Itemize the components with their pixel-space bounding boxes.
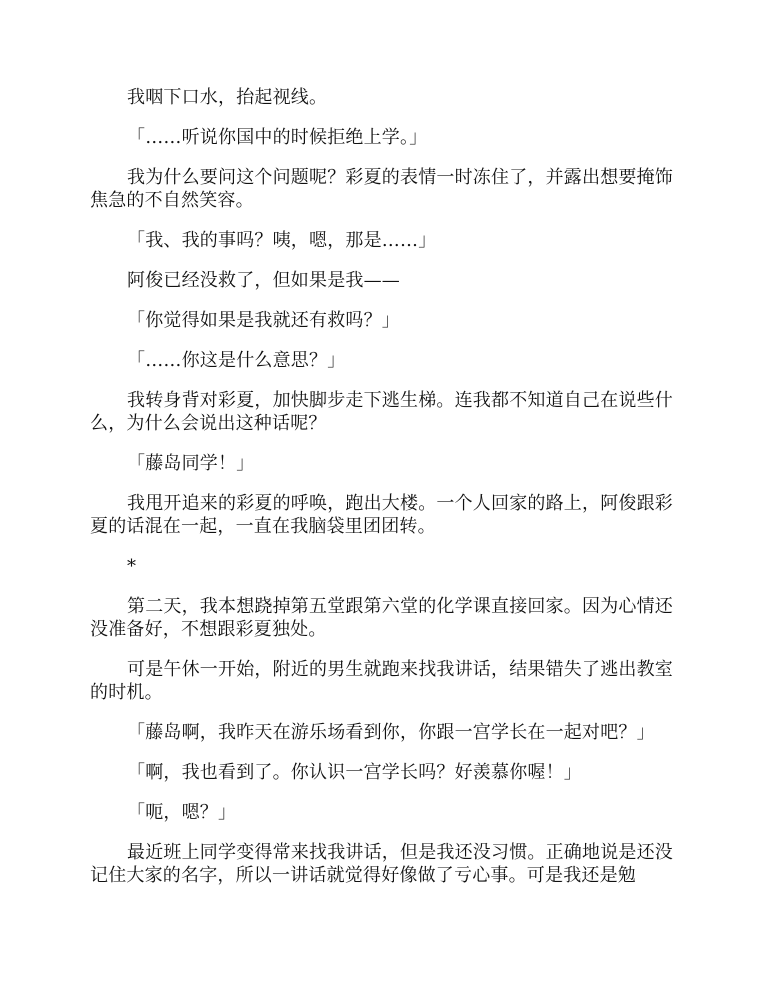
scene-break: * (127, 556, 137, 577)
paragraph: 阿俊已经没救了，但如果是我—— (127, 270, 400, 291)
paragraph: 「……你这是什么意思？」 (127, 350, 346, 371)
paragraph: 我甩开追来的彩夏的呼唤，跑出大楼。一个人回家的路上，阿俊跟彩夏的话混在一起，一直在我脑袋里团团转。 (90, 493, 673, 537)
paragraph: 「呃，嗯？」 (127, 802, 237, 823)
paragraph: 「藤岛啊，我昨天在游乐场看到你，你跟一宫学长在一起对吧？」 (127, 722, 655, 743)
paragraph: 「啊，我也看到了。你认识一宫学长吗？好羡慕你喔！」 (127, 762, 582, 783)
paragraph: 「你觉得如果是我就还有救吗？」 (127, 310, 400, 331)
paragraph: 「……听说你国中的时候拒绝上学。」 (127, 127, 428, 148)
document-page (90, 86, 680, 904)
paragraph: 我咽下口水，抬起视线。 (127, 87, 328, 108)
paragraph: 最近班上同学变得常来找我讲话，但是我还没习惯。正确地说是还没记住大家的名字，所以一讲话就觉得好像做了亏心事。可是我还是勉 (90, 842, 673, 886)
paragraph: 可是午休一开始，附近的男生就跑来找我讲话，结果错失了逃出教室的时机。 (90, 659, 673, 703)
paragraph: 我转身背对彩夏，加快脚步走下逃生梯。连我都不知道自己在说些什么，为什么会说出这种话呢？ (90, 390, 673, 434)
paragraph: 我为什么要问这个问题呢？彩夏的表情一时冻住了，并露出想要掩饰焦急的不自然笑容。 (90, 167, 673, 211)
paragraph: 「我、我的事吗？咦，嗯，那是……」 (127, 230, 437, 251)
paragraph: 第二天，我本想跷掉第五堂跟第六堂的化学课直接回家。因为心情还没准备好，不想跟彩夏独处。 (90, 596, 673, 640)
paragraph: 「藤岛同学！」 (127, 453, 255, 474)
